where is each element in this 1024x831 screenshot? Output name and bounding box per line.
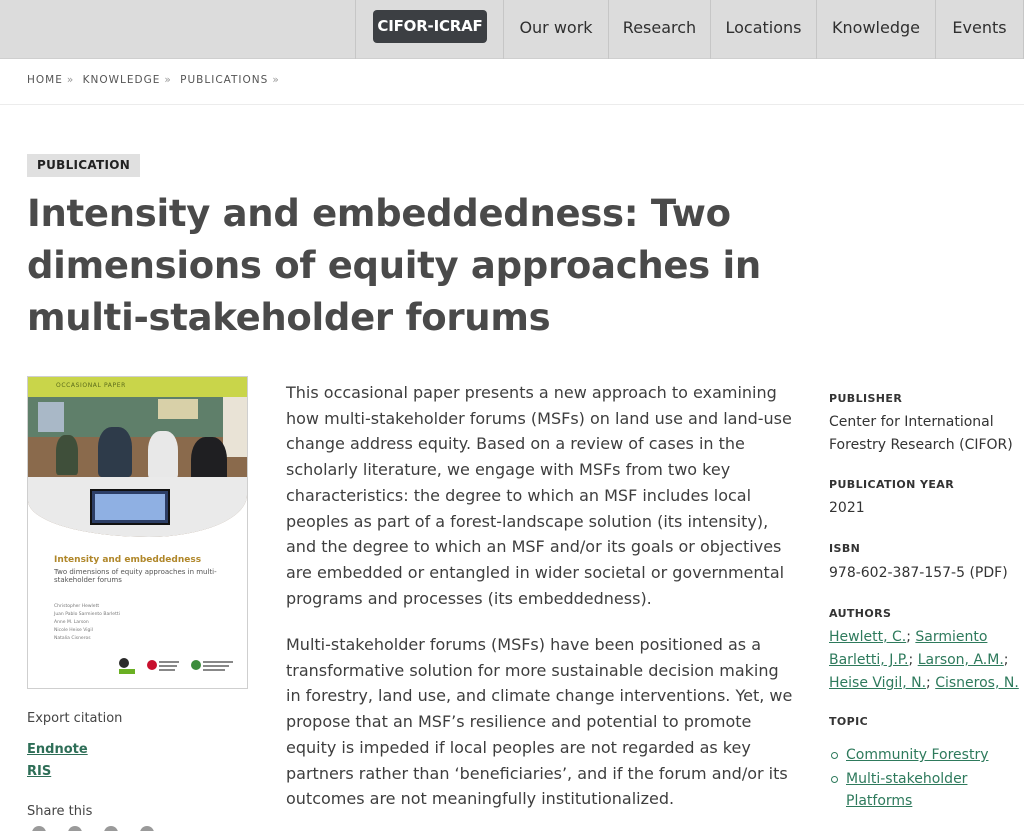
breadcrumb-publications[interactable]: PUBLICATIONS [180, 74, 269, 86]
share-twitter-icon[interactable] [68, 826, 82, 831]
partner-logo [146, 657, 180, 675]
share-linkedin-icon[interactable] [104, 826, 118, 831]
cifor-logo [116, 657, 138, 675]
authors-label: AUTHORS [829, 607, 892, 620]
publication-year-label: PUBLICATION YEAR [829, 478, 955, 491]
cover-subtitle: Two dimensions of equity approaches in multi-stakeholder forums [54, 568, 217, 584]
cover-photo [28, 397, 247, 537]
bullet-icon [831, 776, 838, 783]
author-link[interactable]: Heise Vigil, N. [829, 675, 927, 691]
endnote-link[interactable]: Endnote [27, 742, 88, 757]
partner-logo [190, 657, 236, 675]
topic-link-community-forestry[interactable]: Community Forestry [846, 747, 989, 763]
breadcrumb: HOME » KNOWLEDGE » PUBLICATIONS » [27, 74, 280, 86]
cover-author: Juan Pablo Sarmiento Barletti [54, 612, 120, 617]
publisher-label: PUBLISHER [829, 392, 903, 405]
nav-item-knowledge[interactable]: Knowledge [816, 0, 935, 59]
topic-label: TOPIC [829, 715, 869, 728]
share-email-icon[interactable] [140, 826, 154, 831]
abstract-paragraph: This occasional paper presents a new approach to examining how multi-stakeholder forums (MSFs) on land use and land-use change address equity. Based on a review of cases in the scholarly literature, we engage with MSFs from two key characteristics: the degree to which an MSF includes local peoples as part of a forest-landscape solution (its intensity), and the degree to which an MSF and/or its goals or objectives are embedded or entangled in wider societal or governmental programs and processes (its embeddedness). [286, 383, 792, 608]
author-link[interactable]: Larson, A.M. [917, 652, 1004, 668]
nav-item-locations[interactable]: Locations [710, 0, 816, 59]
brand-logo[interactable]: CIFOR-ICRAF [373, 10, 487, 43]
cover-authors [54, 603, 174, 643]
content-type-badge: PUBLICATION [27, 154, 140, 177]
author-list: Hewlett, C.; Sarmiento Barletti, J.P.; Larson, A.M.; Heise Vigil, N.; Cisneros, N. [829, 629, 1019, 691]
isbn-label: ISBN [829, 542, 861, 555]
cover-title: Intensity and embeddedness [54, 555, 202, 565]
ris-link[interactable]: RIS [27, 764, 52, 779]
nav-item-our-work[interactable]: Our work [503, 0, 608, 59]
author-link[interactable]: Hewlett, C. [829, 629, 907, 645]
bullet-icon [831, 752, 838, 759]
cover-series-label: OCCASIONAL PAPER [56, 382, 126, 389]
author-link[interactable]: Sarmiento Barletti, J.P. [829, 629, 988, 668]
topic-link-multi-stakeholder-platforms[interactable]: Multi-stakeholder Platforms [846, 771, 968, 809]
breadcrumb-home[interactable]: HOME [27, 74, 63, 86]
cover-author: Anne M. Larson [54, 620, 89, 625]
nav-item-events[interactable]: Events [935, 0, 1024, 59]
share-facebook-icon[interactable] [32, 826, 46, 831]
export-citation-label: Export citation [27, 711, 123, 726]
breadcrumb-knowledge[interactable]: KNOWLEDGE [82, 74, 161, 86]
cover-series-band [28, 377, 247, 397]
top-navigation [0, 0, 1024, 59]
author-link[interactable]: Cisneros, N. [935, 675, 1019, 691]
nav-item-research[interactable]: Research [608, 0, 710, 59]
isbn-value: 978-602-387-157-5 (PDF) [829, 565, 1008, 581]
cover-author: Natalia Cisneros [54, 636, 91, 641]
cover-author: Nicole Heise Vigil [54, 628, 93, 633]
publisher-value: Center for International Forestry Research (CIFOR) [829, 414, 1013, 453]
publication-year-value: 2021 [829, 500, 865, 516]
cover-author: Christopher Hewlett [54, 604, 100, 609]
brand-cell [355, 0, 503, 59]
share-label: Share this [27, 804, 93, 819]
publication-cover[interactable] [27, 376, 248, 689]
abstract-paragraph: Multi-stakeholder forums (MSFs) have been positioned as a transformative solution for more sustainable decision making in forestry, land use, and climate change interventions. Yet, we propose that an MSF’s resilience and potential to promote equity is impeded if local peoples are not regarded as key partners rather than ‘beneficiaries’, and if the forum and/or its outcomes are not meaningfully institutionalized. [286, 635, 793, 809]
divider [0, 104, 1024, 105]
page-title: Intensity and embeddedness: Two dimensions of equity approaches in multi-stakeholder forums [27, 192, 761, 339]
